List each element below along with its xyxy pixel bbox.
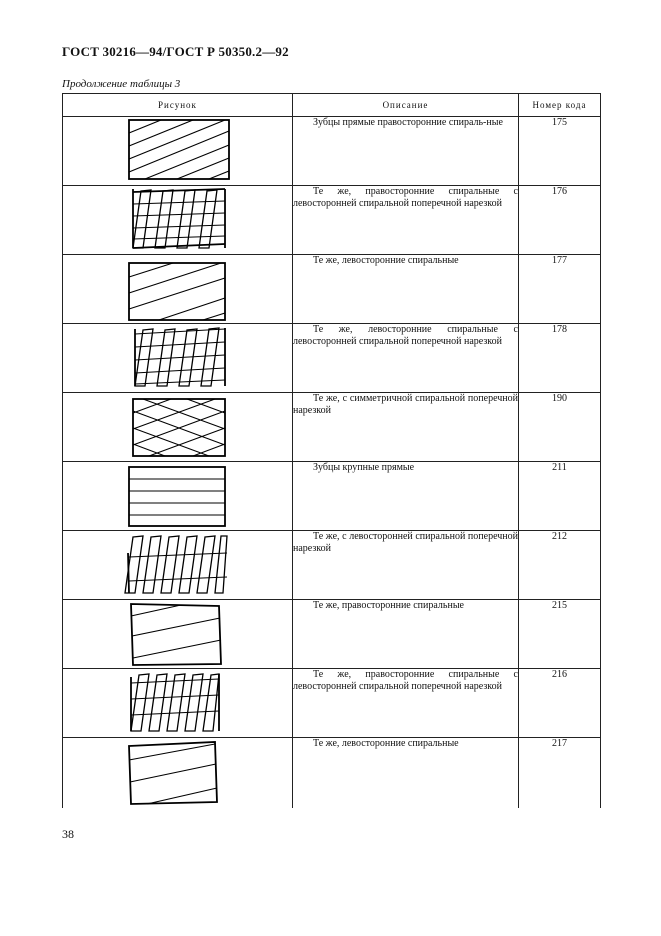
document-header: ГОСТ 30216—94/ГОСТ Р 50350.2—92 xyxy=(62,44,289,59)
table-row xyxy=(63,738,601,809)
spiral-right-cross-cut-icon xyxy=(63,186,293,254)
table-row xyxy=(63,669,601,738)
description-cell: Те же, правосторонние спиральные с левосторонней спиральной поперечной нарезкой xyxy=(293,186,519,255)
column-header-code: Номер кода xyxy=(519,94,601,117)
horizontal-lines-icon xyxy=(63,462,293,530)
table-row xyxy=(63,462,601,531)
figure-cell xyxy=(63,186,293,255)
table-row xyxy=(63,117,601,186)
figure-cell xyxy=(63,531,293,600)
code-cell: 212 xyxy=(519,531,601,600)
table-row xyxy=(63,600,601,669)
description-cell: Те же, с левосторонней спиральной поперечной нарезкой xyxy=(293,531,519,600)
code-cell: 175 xyxy=(519,117,601,186)
diamond-crosshatch-icon xyxy=(63,393,293,461)
description-cell: Те же, левосторонние спиральные с левосторонней спиральной поперечной нарезкой xyxy=(293,324,519,393)
column-header-figure: Рисунок xyxy=(63,94,293,117)
table-row xyxy=(63,324,601,393)
description-cell: Те же, правосторонние спиральные с левосторонней спиральной поперечной нарезкой xyxy=(293,669,519,738)
code-cell: 178 xyxy=(519,324,601,393)
description-cell: Те же, левосторонние спиральные xyxy=(293,738,519,809)
code-cell: 176 xyxy=(519,186,601,255)
description-cell: Те же, левосторонние спиральные xyxy=(293,255,519,324)
code-cell: 216 xyxy=(519,669,601,738)
code-cell: 215 xyxy=(519,600,601,669)
description-cell: Зубцы крупные прямые xyxy=(293,462,519,531)
column-header-description: Описание xyxy=(293,94,519,117)
description-cell: Зубцы прямые правосторонние спираль-ные xyxy=(293,117,519,186)
file-patterns-table xyxy=(62,93,601,808)
table-caption: Продолжение таблицы 3 xyxy=(62,78,181,90)
coarse-right-cross-cut-icon xyxy=(63,669,293,737)
table-header-row xyxy=(63,94,601,117)
table-row xyxy=(63,531,601,600)
coarse-left-cross-cut-icon xyxy=(63,531,293,599)
figure-cell xyxy=(63,255,293,324)
code-cell: 190 xyxy=(519,393,601,462)
coarse-diagonal-left-icon xyxy=(63,738,293,808)
figure-cell xyxy=(63,462,293,531)
spiral-left-cross-cut-icon xyxy=(63,324,293,392)
code-cell: 177 xyxy=(519,255,601,324)
description-cell: Те же, с симметричной спиральной поперечной нарезкой xyxy=(293,393,519,462)
figure-cell xyxy=(63,393,293,462)
table-row xyxy=(63,255,601,324)
code-cell: 211 xyxy=(519,462,601,531)
table-row xyxy=(63,186,601,255)
figure-cell xyxy=(63,669,293,738)
figure-cell xyxy=(63,738,293,809)
diagonal-left-icon xyxy=(63,255,293,323)
figure-cell xyxy=(63,324,293,393)
coarse-diagonal-right-icon xyxy=(63,600,293,668)
page-number: 38 xyxy=(62,827,74,841)
figure-cell xyxy=(63,600,293,669)
description-cell: Те же, правосторонние спиральные xyxy=(293,600,519,669)
code-cell: 217 xyxy=(519,738,601,809)
figure-cell xyxy=(63,117,293,186)
table-row xyxy=(63,393,601,462)
diagonal-right-icon xyxy=(63,117,293,185)
